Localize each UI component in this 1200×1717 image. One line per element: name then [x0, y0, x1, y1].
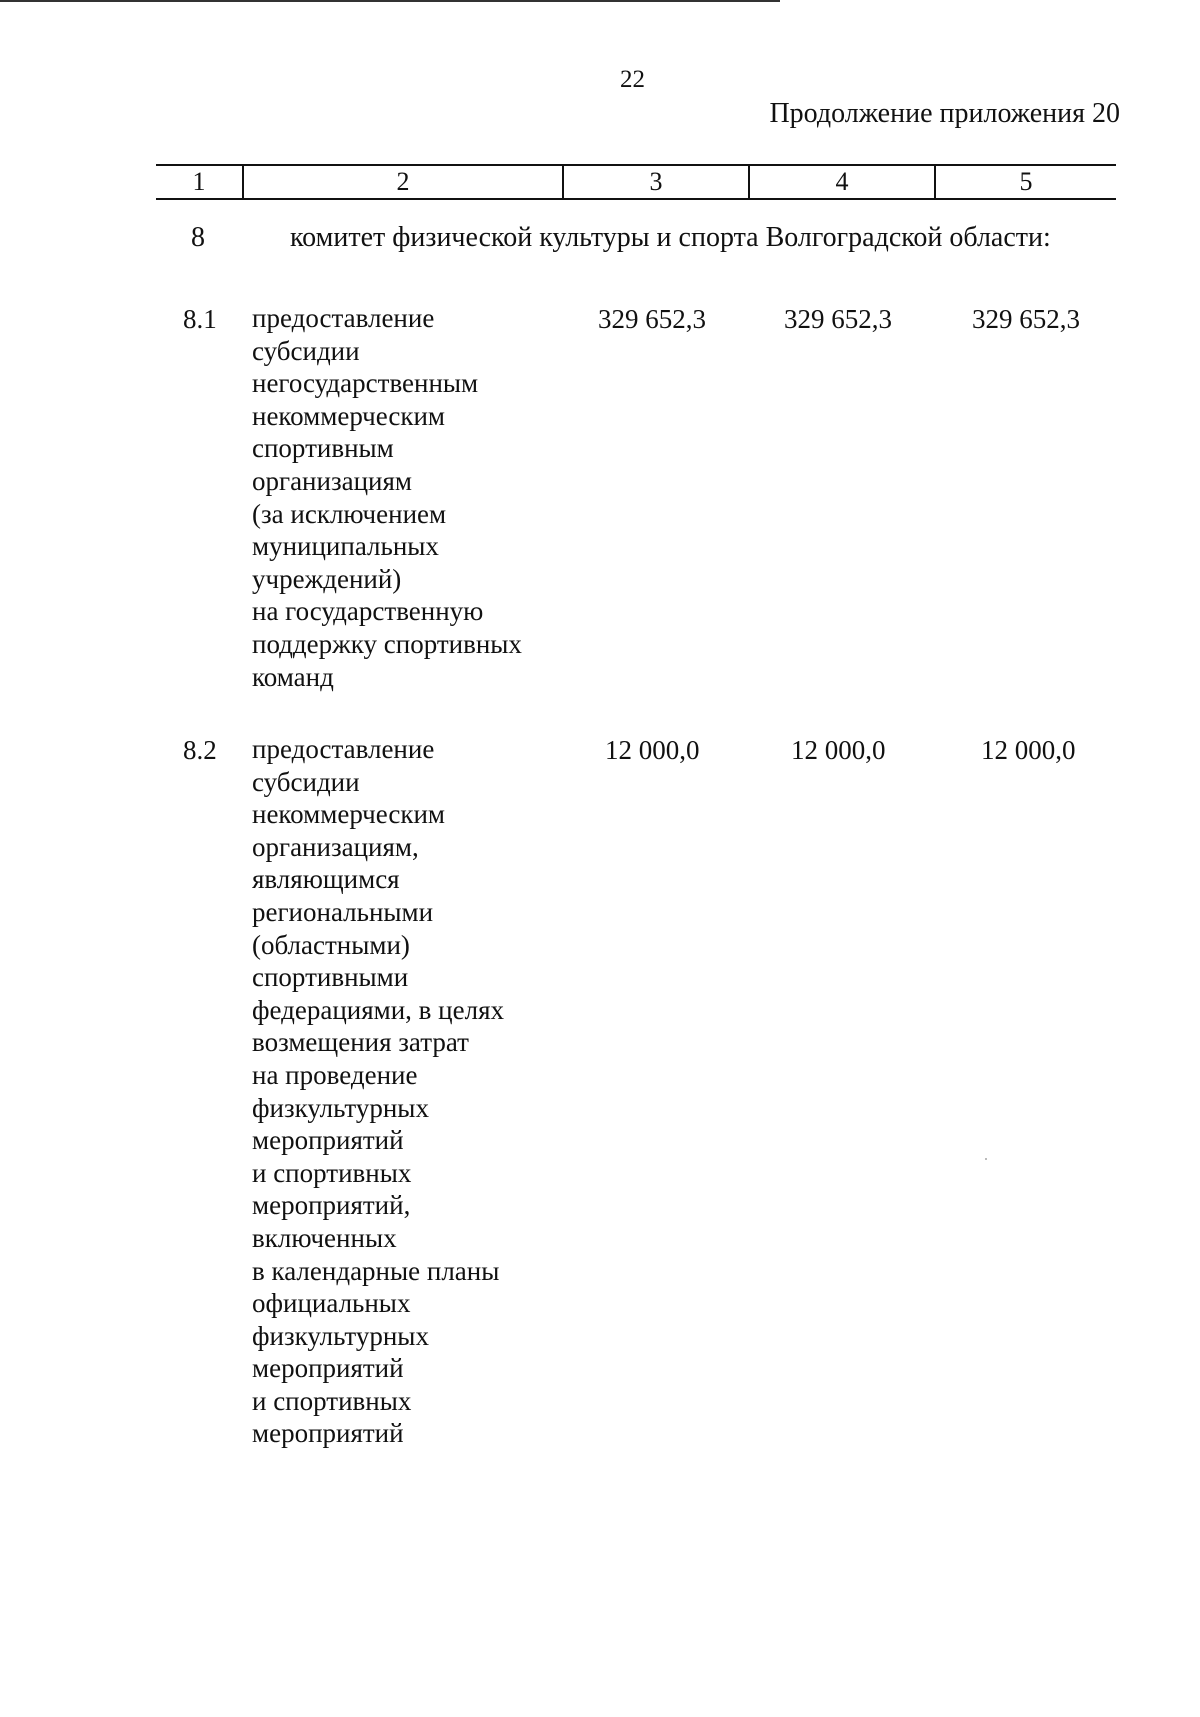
- row-8-2-value-col3: 12 000,0: [605, 735, 700, 765]
- description-line: являющимся: [252, 864, 400, 895]
- row-8-2-value-col5: 12 000,0: [981, 735, 1076, 765]
- scan-top-edge-rule: [0, 0, 780, 2]
- row-number-8-2: 8.2: [183, 735, 217, 765]
- description-line: мероприятий: [252, 1418, 404, 1449]
- description-line: поддержку спортивных: [252, 628, 522, 659]
- description-line: учреждений): [252, 563, 402, 594]
- description-line: команд: [252, 661, 334, 692]
- description-line: спортивными: [252, 962, 409, 993]
- description-line: физкультурных: [252, 1092, 429, 1123]
- description-line: некоммерческим: [252, 799, 446, 830]
- description-line: организациям: [252, 465, 413, 496]
- description-line: на проведение: [252, 1059, 418, 1090]
- table-header-cell-3: 3: [562, 166, 748, 198]
- continuation-heading: Продолжение приложения 20: [769, 98, 1120, 129]
- description-line: и спортивных: [252, 1385, 412, 1416]
- description-line: предоставление: [252, 303, 435, 333]
- page-number: 22: [620, 66, 645, 93]
- description-line: спортивным: [252, 433, 394, 464]
- row-description-8-2: [252, 733, 552, 1450]
- description-line: официальных: [252, 1288, 411, 1319]
- description-line: муниципальных: [252, 531, 439, 562]
- description-line: в календарные планы: [252, 1255, 500, 1286]
- description-line: мероприятий: [252, 1353, 404, 1384]
- table-header-cell-2: 2: [242, 166, 562, 198]
- description-line: (областными): [252, 929, 410, 960]
- description-line: и спортивных: [252, 1157, 412, 1188]
- table-header-row: [156, 164, 1116, 200]
- section-title: комитет физической культуры и спорта Волгоградской области:: [290, 222, 1051, 253]
- table-header-cell-5: 5: [934, 166, 1116, 198]
- description-line: мероприятий: [252, 1125, 404, 1156]
- description-line: мероприятий,: [252, 1190, 411, 1221]
- scan-speck: [985, 1158, 987, 1160]
- description-line: субсидии: [252, 335, 360, 366]
- description-line: региональными: [252, 896, 434, 927]
- row-8-2-value-col4: 12 000,0: [791, 735, 886, 765]
- description-line: федерациями, в целях: [252, 994, 505, 1025]
- table-header-cell-4: 4: [748, 166, 934, 198]
- row-8-1-value-col5: 329 652,3: [972, 304, 1080, 334]
- description-line: негосударственным: [252, 368, 479, 399]
- section-number: 8: [191, 222, 205, 253]
- row-8-1-value-col4: 329 652,3: [784, 304, 892, 334]
- description-line: возмещения затрат: [252, 1027, 469, 1058]
- row-8-1-value-col3: 329 652,3: [598, 304, 706, 334]
- description-line: физкультурных: [252, 1320, 429, 1351]
- table-header-cell-1: 1: [192, 167, 206, 196]
- description-line: организациям,: [252, 831, 419, 862]
- description-line: субсидии: [252, 766, 360, 797]
- row-description-8-1: [252, 302, 552, 693]
- description-line: на государственную: [252, 596, 484, 627]
- description-line: некоммерческим: [252, 400, 446, 431]
- description-line: включенных: [252, 1222, 397, 1253]
- description-line: предоставление: [252, 734, 435, 764]
- row-number-8-1: 8.1: [183, 304, 217, 334]
- description-line: (за исключением: [252, 498, 447, 529]
